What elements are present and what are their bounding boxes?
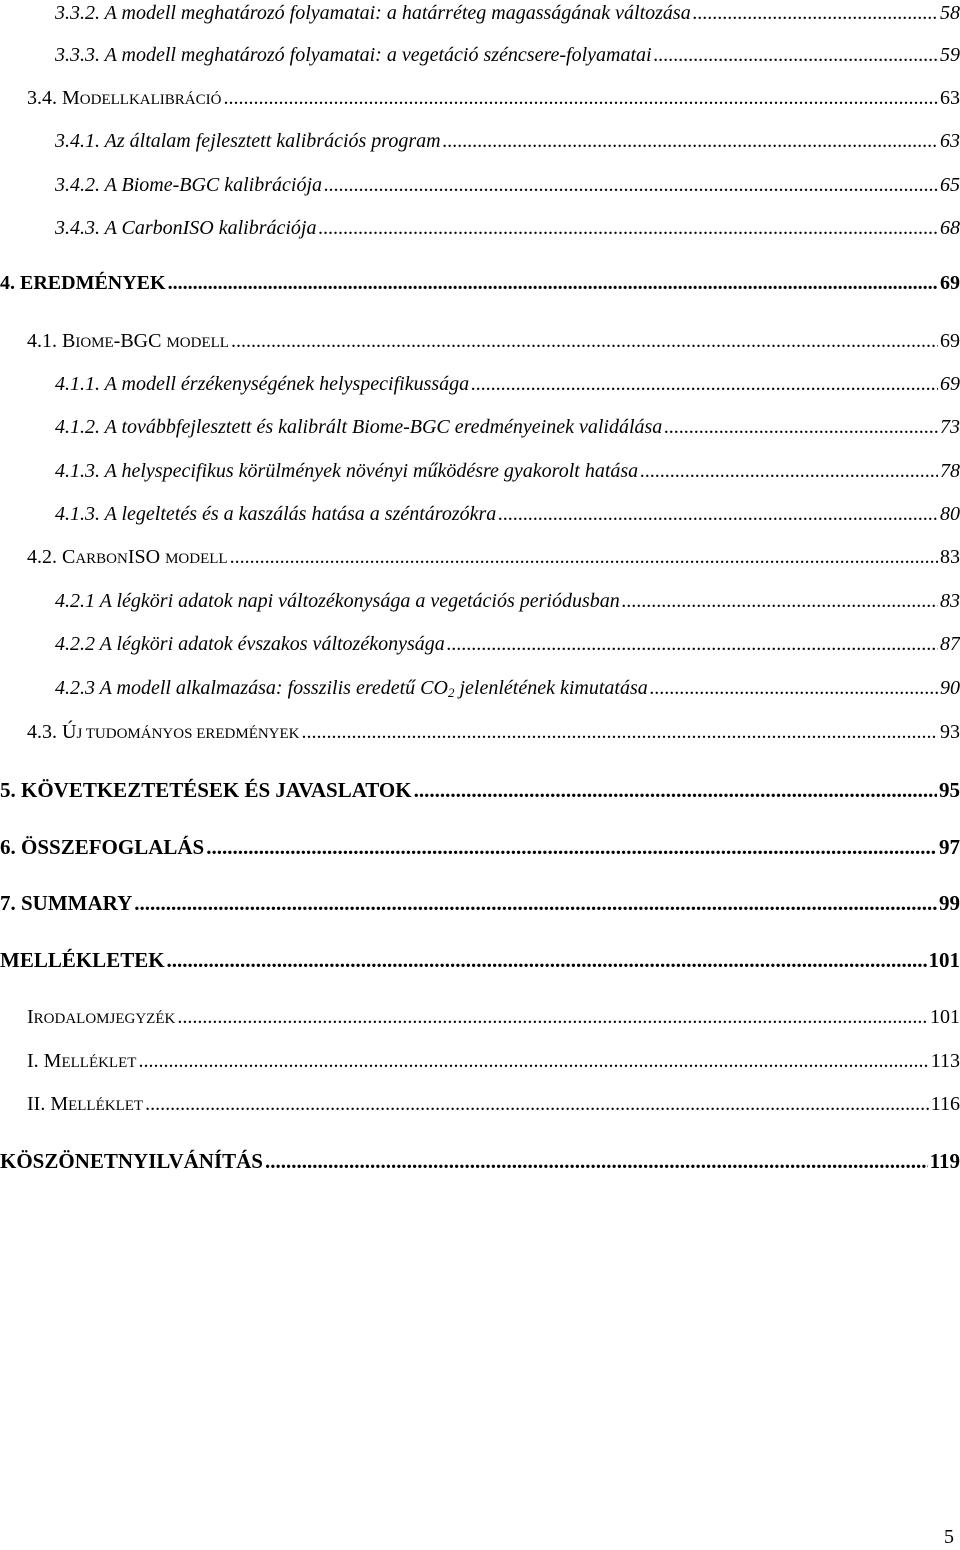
toc-entry-4-2-2[interactable] <box>55 633 960 656</box>
toc-entry-page: 68 <box>940 217 960 239</box>
toc-entry-title: 4.2.2 A légköri adatok évszakos változékonysága <box>55 633 445 655</box>
dot-leader <box>206 835 937 860</box>
toc-entry-page: 95 <box>939 778 960 802</box>
toc-entry-title: 4.1.1. A modell érzékenységének helyspecifikussága <box>55 373 470 395</box>
toc-entry-title: II. MELLÉKLET <box>27 1093 144 1115</box>
toc-entry-title: 3.3.3. A modell meghatározó folyamatai: a vegetáció széncsere-folyamatai <box>55 44 652 66</box>
toc-entry-page: 83 <box>940 590 960 612</box>
toc-entry-page: 69 <box>940 330 960 352</box>
dot-leader <box>302 721 938 744</box>
dot-leader <box>414 778 937 803</box>
toc-entry-4-3[interactable] <box>27 721 960 744</box>
toc-entry-4-1-2[interactable] <box>55 416 960 439</box>
toc-entry-4-1-1[interactable] <box>55 373 960 396</box>
toc-entry-title: IRODALOMJEGYZÉK <box>27 1006 176 1028</box>
toc-entry-title: 4. EREDMÉNYEK <box>0 272 166 294</box>
toc-entry-page: 80 <box>940 503 960 525</box>
toc-entry-title: I. MELLÉKLET <box>27 1050 137 1072</box>
toc-entry-title: 6. ÖSSZEFOGLALÁS <box>0 835 205 859</box>
toc-entry-4-1-3[interactable] <box>55 460 960 483</box>
toc-entry-4-2-3[interactable] <box>55 677 960 700</box>
toc-entry-koszonetnyilvanitas[interactable] <box>0 1149 960 1174</box>
toc-entry-title: MELLÉKLETEK <box>0 948 165 972</box>
toc-entry-page: 58 <box>940 2 960 24</box>
toc-entry-page: 63 <box>940 130 960 152</box>
dot-leader <box>177 1006 928 1029</box>
dot-leader <box>447 633 938 656</box>
toc-entry-page: 113 <box>930 1050 960 1072</box>
dot-leader <box>138 1050 928 1073</box>
toc-entry-7[interactable] <box>0 891 960 916</box>
dot-leader <box>654 44 938 67</box>
toc-entry-title: 5. KÖVETKEZTETÉSEK ÉS JAVASLATOK <box>0 778 412 802</box>
toc-entry-title: 4.2.1 A légköri adatok napi változékonysága a vegetációs periódusban <box>55 590 620 612</box>
dot-leader <box>223 87 938 110</box>
toc-entry-page: 99 <box>939 891 960 915</box>
dot-leader <box>145 1093 929 1116</box>
toc-entry-page: 73 <box>940 416 960 438</box>
toc-entry-3-4[interactable] <box>27 87 960 110</box>
toc-entry-page: 78 <box>940 460 960 482</box>
dot-leader <box>168 272 938 295</box>
dot-leader <box>693 2 938 25</box>
toc-entry-title: 4.2. CARBONISO MODELL <box>27 546 228 568</box>
toc-entry-3-4-3[interactable] <box>55 217 960 240</box>
toc-entry-3-4-2[interactable] <box>55 174 960 197</box>
toc-entry-title: 4.1. BIOME-BGC MODELL <box>27 330 229 352</box>
toc-entry-page: 101 <box>928 948 960 972</box>
toc-entry-melleklet-2[interactable] <box>27 1093 960 1116</box>
dot-leader <box>664 416 938 439</box>
toc-entry-page: 59 <box>940 44 960 66</box>
toc-entry-title: 4.2.3 A modell alkalmazása: fosszilis eredetű $CO_2$ jelenlétének kimutatása <box>55 677 648 700</box>
toc-entry-page: 97 <box>939 835 960 859</box>
toc-entry-4-1-3b[interactable] <box>55 503 960 526</box>
dot-leader <box>498 503 938 526</box>
subscript-2: 2 <box>447 685 455 700</box>
toc-entry-4-1[interactable] <box>27 330 960 353</box>
dot-leader <box>443 130 938 153</box>
toc-entry-title: 3.4.3. A CarbonISO kalibrációja <box>55 217 317 239</box>
toc-entry-4-2-1[interactable] <box>55 590 960 613</box>
toc-entry-melleklet-1[interactable] <box>27 1050 960 1073</box>
toc-entry-title: 3.4.2. A Biome-BGC kalibrációja <box>55 174 323 196</box>
dot-leader <box>230 546 938 569</box>
toc-entry-title: 3.4.1. Az általam fejlesztett kalibrációs program <box>55 130 441 152</box>
toc-entry-page: 116 <box>930 1093 960 1115</box>
dot-leader <box>134 891 937 916</box>
toc-entry-page: 93 <box>940 721 960 743</box>
toc-entry-3-4-1[interactable] <box>55 130 960 153</box>
dot-leader <box>319 217 939 240</box>
toc-entry-page: 65 <box>940 174 960 196</box>
toc-entry-irodalomjegyzek[interactable] <box>27 1006 960 1029</box>
toc-entry-title: 4.3. ÚJ TUDOMÁNYOS EREDMÉNYEK <box>27 721 300 743</box>
toc-entry-4[interactable] <box>0 272 960 295</box>
page-number: 5 <box>944 1526 954 1548</box>
toc-entry-page: 63 <box>940 87 960 109</box>
toc-entry-title: 3.3.2. A modell meghatározó folyamatai: a határréteg magasságának változása <box>55 2 691 24</box>
toc-entry-page: 69 <box>940 373 960 395</box>
dot-leader <box>231 330 938 353</box>
toc-entry-title: KÖSZÖNETNYILVÁNÍTÁS <box>0 1149 263 1173</box>
dot-leader <box>650 677 938 700</box>
dot-leader <box>471 373 938 396</box>
dot-leader <box>265 1149 928 1174</box>
toc-entry-3-3-2[interactable] <box>55 2 960 25</box>
toc-entry-6[interactable] <box>0 835 960 860</box>
dot-leader <box>324 174 938 197</box>
toc-entry-title: 4.1.2. A továbbfejlesztett és kalibrált Biome-BGC eredményeinek validálása <box>55 416 663 438</box>
toc-entry-page: 90 <box>940 677 960 699</box>
dot-leader <box>622 590 938 613</box>
toc-entry-page: 87 <box>940 633 960 655</box>
toc-entry-4-2[interactable] <box>27 546 960 569</box>
toc-entry-page: 69 <box>940 272 960 294</box>
toc-entry-title: 7. SUMMARY <box>0 891 133 915</box>
dot-leader <box>640 460 938 483</box>
toc-entry-5[interactable] <box>0 778 960 803</box>
dot-leader <box>167 948 927 973</box>
toc-entry-page: 83 <box>940 546 960 568</box>
toc-entry-page: 101 <box>930 1006 960 1028</box>
toc-entry-mellekletek[interactable] <box>0 948 960 973</box>
toc-entry-3-3-3[interactable] <box>55 44 960 67</box>
toc-entry-title: 4.1.3. A legeltetés és a kaszálás hatása a széntározókra <box>55 503 497 525</box>
toc-entry-title: 4.1.3. A helyspecifikus körülmények növényi működésre gyakorolt hatása <box>55 460 639 482</box>
toc-entry-title: 3.4. MODELLKALIBRÁCIÓ <box>27 87 222 109</box>
toc-entry-page: 119 <box>929 1149 960 1173</box>
